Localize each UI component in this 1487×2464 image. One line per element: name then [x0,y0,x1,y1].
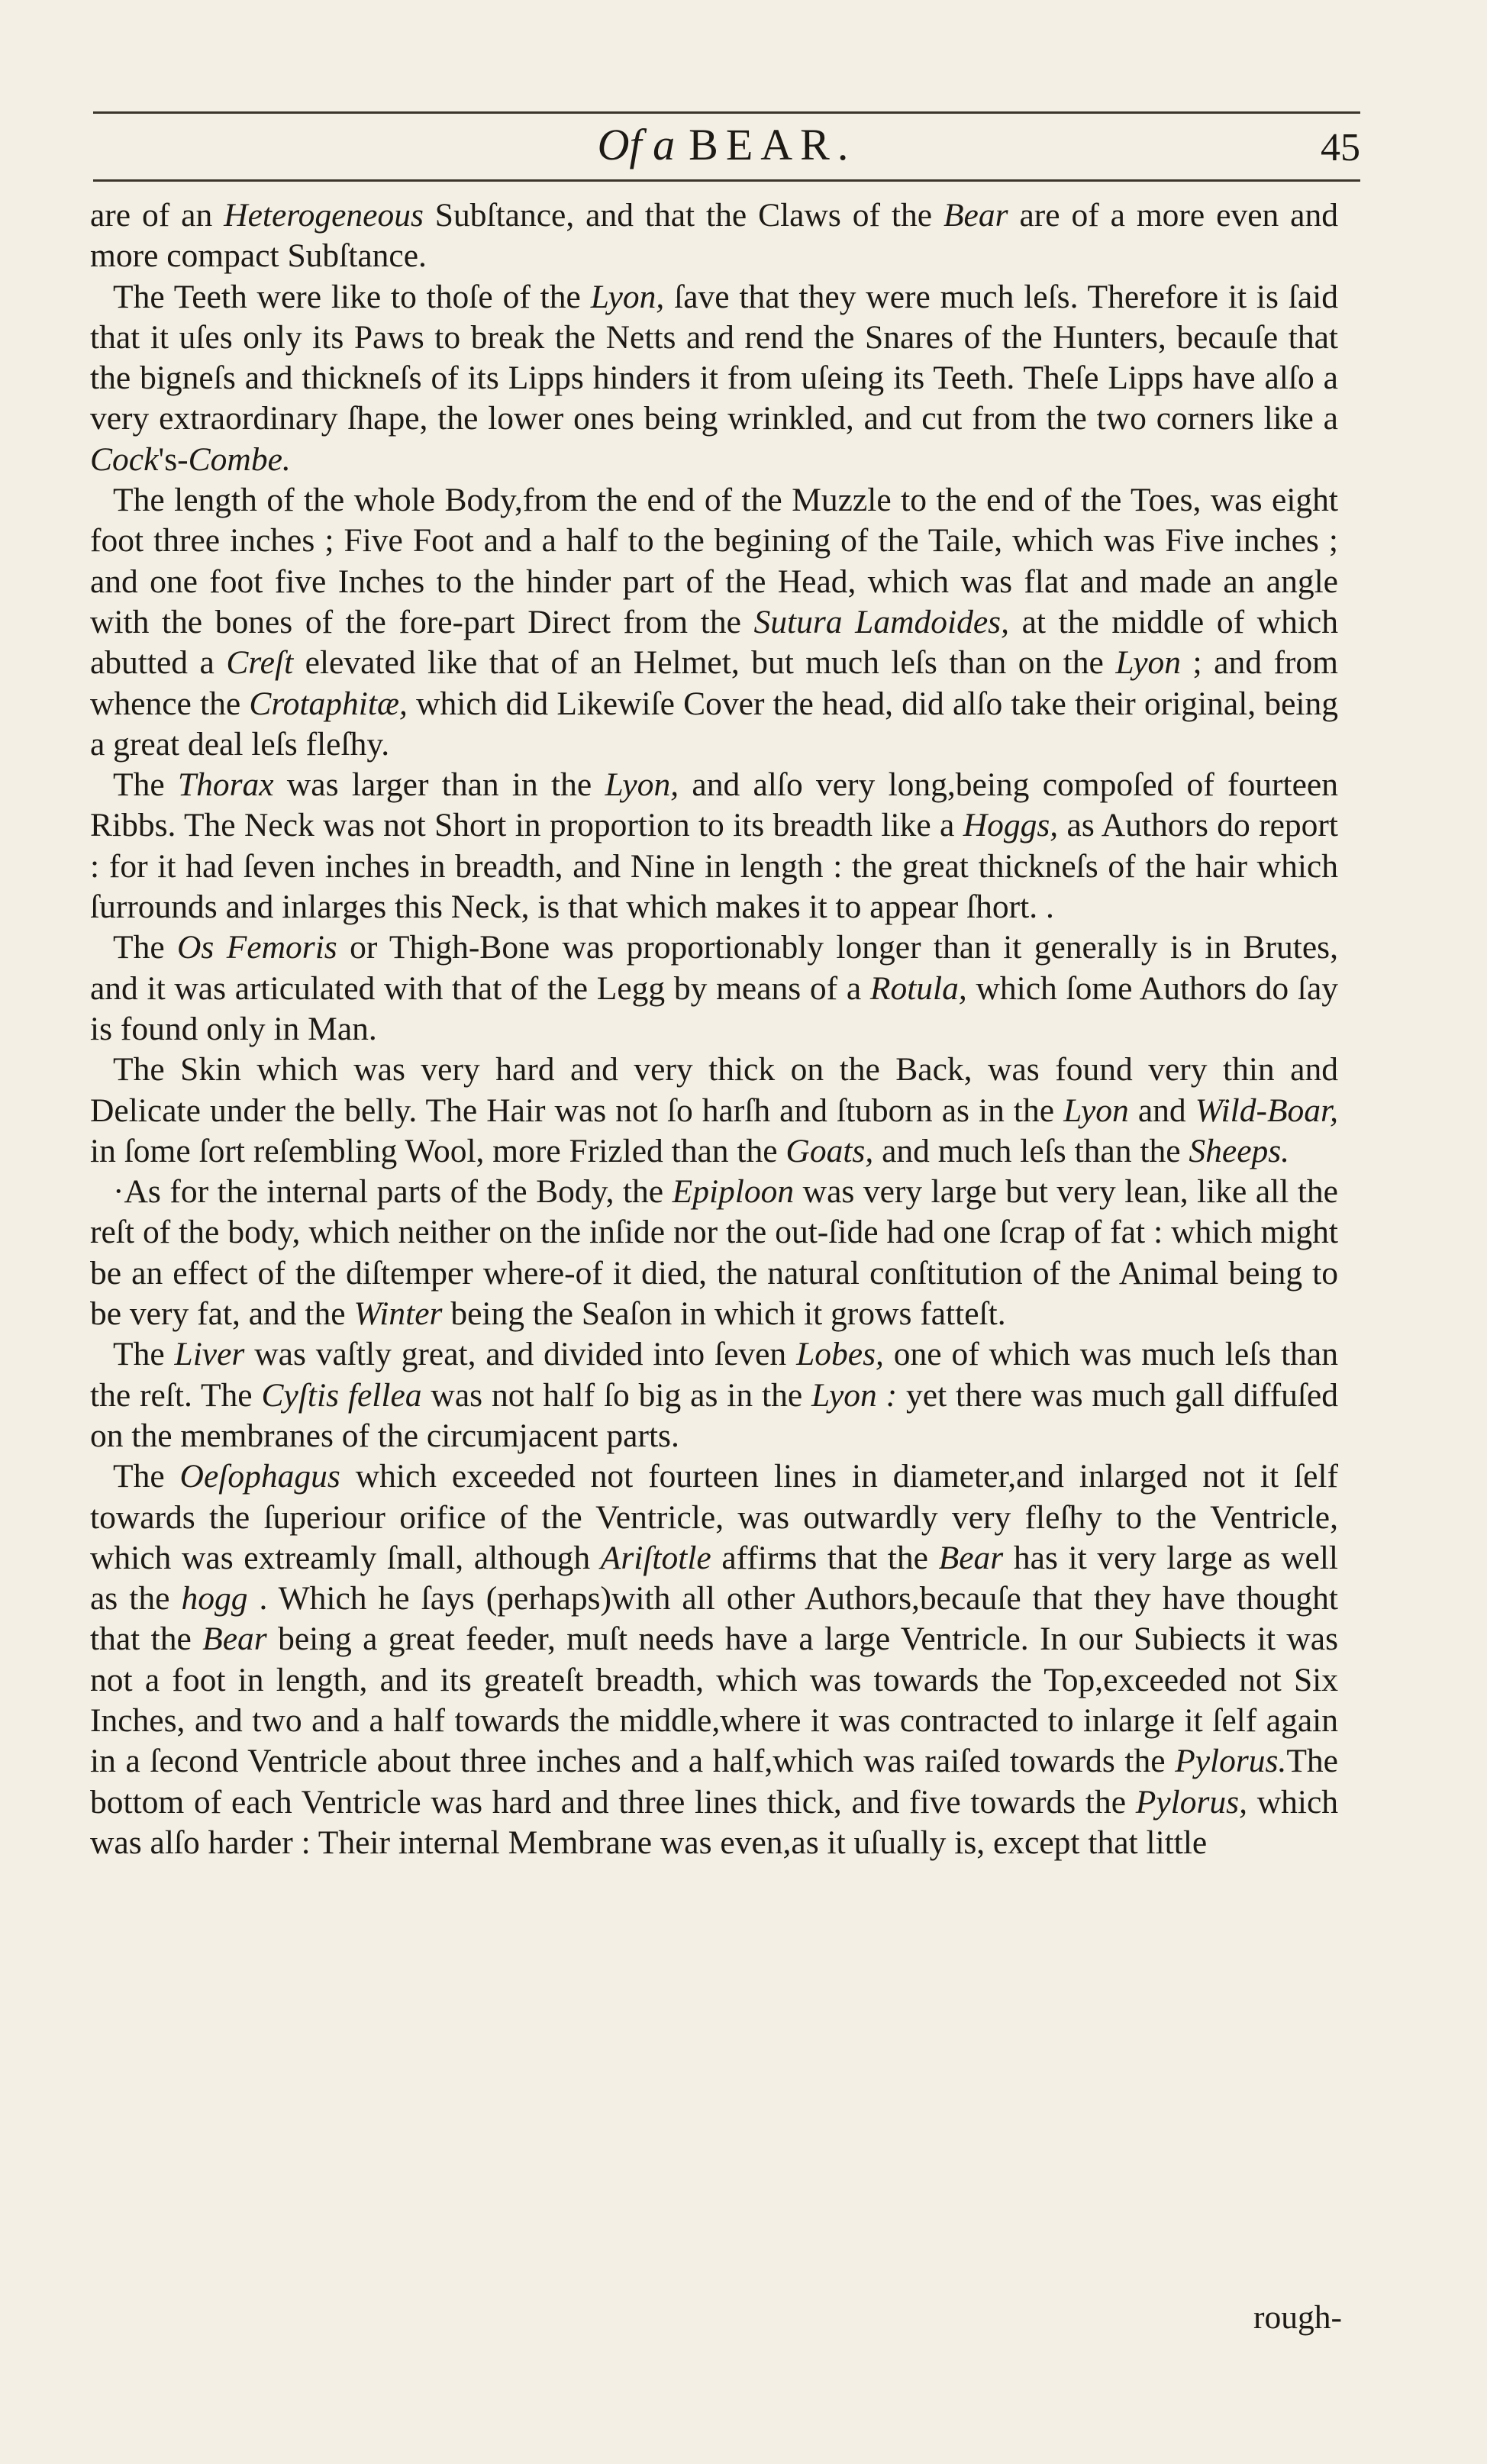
italic-term: Cyſtis fellea [261,1376,422,1414]
text-run: was vaſtly great, and divided into ſeven [244,1336,797,1373]
text-run: has it very large as well as the [90,1539,1338,1617]
text-run: Subſtance, and that the Claws of the [423,197,943,234]
text-run: 's- [158,440,189,478]
italic-term: Lobes, [796,1336,884,1373]
italic-term: Liver [174,1336,245,1373]
text-run: affirms that the [711,1539,939,1576]
text-run: and alſo very long,being compoſed of fourteen Ribbs. The Neck was not Short in proportion to its breadth like a [90,766,1338,844]
text-run: yet there was much gall diffuſed on the membranes of the circumjacent parts. [90,1376,1338,1454]
italic-term: Goats, [785,1132,874,1169]
italic-term: Pylorus. [1175,1743,1287,1780]
text-run: at the middle of which abutted a [90,603,1338,682]
italic-term: Wild-Boar, [1195,1092,1338,1129]
italic-term: Thorax [177,766,274,804]
text-run: The bottom of each Ventricle was hard and three lines thick, and five towards the [90,1743,1338,1821]
italic-term: Sheeps. [1189,1132,1290,1169]
italic-term: Bear [202,1621,267,1658]
text-run: The Skin which was very hard and very thick on the Back, was found very thin and Delicate under the belly. The Hair was not ſo harſh and ſtuborn as in the [90,1051,1338,1129]
running-header [93,114,1360,185]
text-run: being the Seaſon in which it grows fatteſt. [442,1295,1006,1333]
text-run: which exceeded not fourteen lines in diameter,and inlarged not it ſelf towards the ſuperiour orifice of the Ventricle, was outwardly very fleſhy to the Ventricle, which was extreamly ſmall, although [90,1458,1338,1576]
text-run: The [113,929,178,966]
text-run: The [113,1458,180,1495]
text-run: was very large but very lean, like all the reſt of the body, which neither on the inſide nor the out-ſide had one ſcrap of fat : which might be an effect of the diſtemper where-of it died, the natural conſtitution of the Animal being to be very fat, and the [90,1173,1338,1333]
text-run: one of which was much leſs than the reſt. The [90,1336,1338,1414]
page-number: 45 [1321,126,1360,169]
italic-term: Bear [938,1539,1004,1576]
text-run: and [1128,1092,1195,1129]
text-run: which ſome Authors do ſay is found only in Man. [90,969,1338,1047]
italic-term: Hoggs, [963,807,1059,844]
text-run: in ſome ſort reſembling Wool, more Frizled than the [90,1132,786,1169]
italic-term: Lyon [1115,644,1182,682]
paragraph [90,1334,1338,1456]
italic-term: Epiploon [672,1173,795,1211]
text-run: as Authors do report : for it had ſeven inches in breadth, and Nine in length : the great thickneſs of the hair which ſurrounds and inlarges this Neck, is that which makes it to appear ſhort. . [90,807,1338,926]
text-run: was larger than in the [273,766,605,804]
paragraph [90,927,1338,1050]
paragraph [90,480,1338,765]
paragraph [90,765,1338,927]
text-run: being a great feeder, muſt needs have a large Ventricle. In our Subiects it was not a foot in length, and its greateſt breadth, which was towards the Top,exceeded not Six Inches, and two and a half towards the middle,where it was contracted to inlarge it ſelf again in a ſecond Ventricle about three inches and a half,which was raiſed towards the [90,1621,1338,1780]
italic-term: Oeſophagus [179,1458,340,1495]
text-run: are of a more even and more compact Subſtance. [90,197,1338,275]
text-run: elevated like that of an Helmet, but much leſs than on the [293,644,1116,682]
text-run: and much leſs than the [873,1132,1189,1169]
italic-term: Heterogeneous [224,197,424,234]
text-run: The [113,766,178,804]
text-run: The length of the whole Body,from the end of the Muzzle to the end of the Toes, was eight foot three inches ; Five Foot and a half to the begining of the Taile, which was Five inches ; and one foot five Inches to the hinder part of the Head, which was flat and made an angle with the bones of the fore-part Direct from the [90,482,1338,640]
italic-term: Lyon, [605,766,679,804]
italic-term: Crotaphitæ, [249,685,408,722]
italic-term: Cock [90,440,159,478]
paragraph [90,195,1338,277]
body-text [90,195,1338,1863]
text-run: ·As for the internal parts of the Body, the [113,1173,673,1211]
text-run: ſave that they were much leſs. Therefore it is ſaid that it uſes only its Paws to break the Netts and rend the Snares of the Hunters, becauſe that the bigneſs and thickneſs of its Lipps hinders it from uſeing its Teeth. Theſe Lipps have alſo a very extraordinary ſhape, the lower ones being wrinkled, and cut from the two corners like a [90,278,1339,437]
running-title-prefix: Of a [597,120,676,169]
italic-term: hogg [181,1580,248,1617]
paragraph [90,1172,1338,1334]
italic-term: Rotula, [869,969,967,1007]
paragraph [90,277,1338,480]
paragraph [90,1456,1338,1863]
italic-term: Bear [943,197,1008,234]
header-rule [93,179,1360,182]
text-run: which was alſo harder : Their internal Membrane was even,as it uſually is, except that little [90,1783,1339,1861]
italic-term: Pylorus, [1135,1783,1247,1821]
text-run: The Teeth were like to thoſe of the [113,278,591,315]
italic-term: Combe. [188,440,291,478]
running-title [93,119,1360,170]
catchword: rough- [1253,2299,1342,2336]
text-run: are of an [90,197,224,234]
italic-term: Os Femoris [177,929,337,966]
italic-term: Creſt [226,644,294,682]
text-run: . Which he ſays (perhaps)with all other Authors,becauſe that they have thought that the [90,1580,1338,1658]
text-run: which did Likewiſe Cover the head, did alſo take their original, being a great deal leſs fleſhy. [90,685,1338,763]
text-run: ; and from whence the [90,644,1339,722]
italic-term: Sutura Lamdoides, [753,603,1009,640]
running-title-subject: BEAR. [689,120,856,169]
italic-term: Ariſtotle [600,1539,711,1576]
italic-term: Lyon [1063,1092,1129,1129]
italic-term: Lyon, [590,278,665,315]
top-rule [93,111,1360,114]
text-run: was not half ſo big as in the [421,1376,812,1414]
text-run: or Thigh-Bone was proportionably longer than it generally is in Brutes, and it was articulated with that of the Legg by means of a [90,929,1338,1007]
paragraph [90,1050,1338,1172]
italic-term: Lyon : [811,1376,898,1414]
italic-term: Winter [353,1295,443,1333]
text-run: The [113,1336,175,1373]
